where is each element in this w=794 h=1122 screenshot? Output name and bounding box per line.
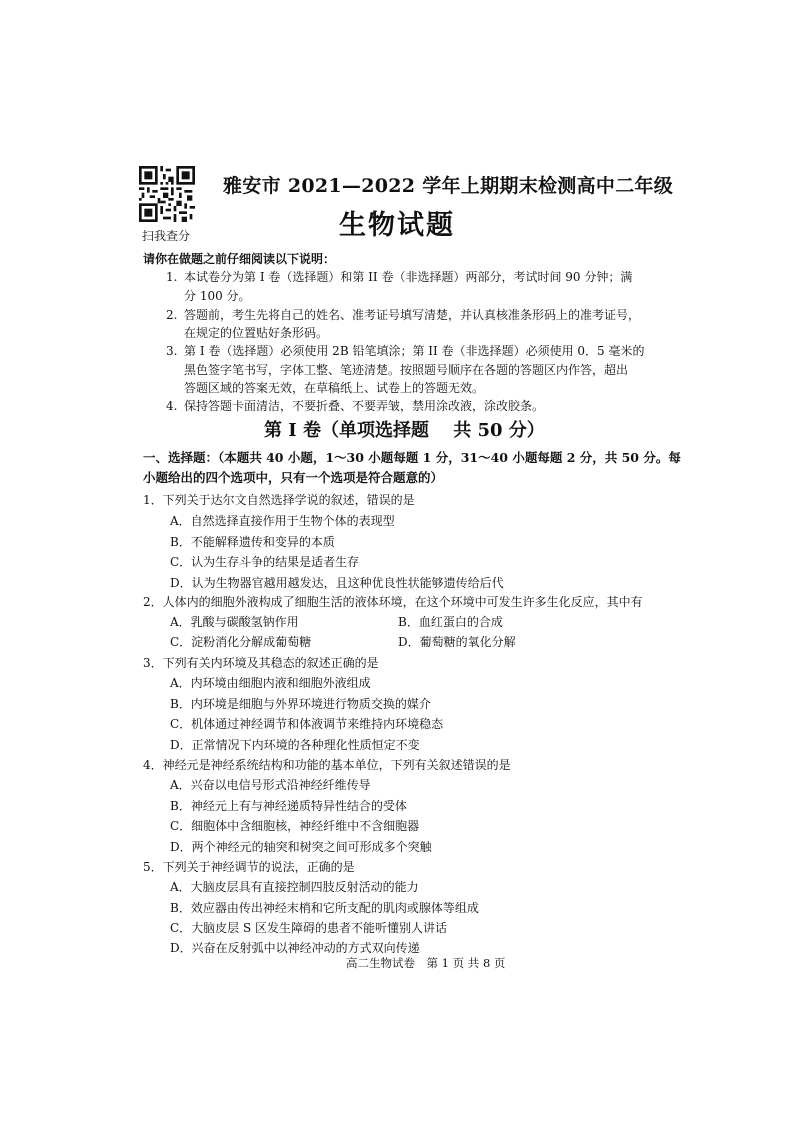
option-d: D．认为生物器官越用越发达，且这种优良性状能够遗传给后代 xyxy=(170,576,504,590)
option-b: B．血红蛋白的合成 xyxy=(398,615,503,629)
section-title: 第 I 卷（单项选择题 共 50 分） xyxy=(264,420,545,441)
option-b: B．神经元上有与神经递质特异性结合的受体 xyxy=(170,799,407,813)
option-a: A．乳酸与碳酸氢钠作用 xyxy=(170,615,299,629)
option-c: C．细胞体中含细胞核，神经纤维中不含细胞器 xyxy=(170,819,420,833)
instruction-number: 3. xyxy=(166,344,178,358)
question-stem: 4．神经元是神经系统结构和功能的基本单位，下列有关叙述错误的是 xyxy=(143,758,511,772)
option-a: A．大脑皮层具有直接控制四肢反射活动的能力 xyxy=(170,880,419,894)
instruction-text: 答题前，考生先将自己的姓名、准考证号填写清楚，并认真核准条形码上的准考证号， xyxy=(184,308,641,322)
qr-code-image xyxy=(139,166,195,222)
option-b: B．效应器由传出神经末梢和它所支配的肌肉或腺体等组成 xyxy=(170,901,479,915)
instruction-number: 1. xyxy=(166,270,178,284)
option-a: A．内环境由细胞内液和细胞外液组成 xyxy=(170,676,371,690)
exam-subject: 生物试题 xyxy=(339,210,455,241)
page-footer: 高二生物试卷 第 1 页 共 8 页 xyxy=(346,956,506,970)
option-b: B．内环境是细胞与外界环境进行物质交换的媒介 xyxy=(170,697,431,711)
instruction-item xyxy=(166,268,632,285)
instruction-text: 第 I 卷（选择题）必须使用 2B 铅笔填涂；第 II 卷（非选择题）必须使用 0．5 毫米的 xyxy=(184,344,645,358)
instruction-number: 2. xyxy=(166,308,178,322)
question-stem: 1．下列关于达尔文自然选择学说的叙述，错误的是 xyxy=(143,493,415,507)
option-a: A．兴奋以电信号形式沿神经纤维传导 xyxy=(170,778,371,792)
option-a: A．自然选择直接作用于生物个体的表现型 xyxy=(170,514,395,528)
option-c: C．机体通过神经调节和体液调节来维持内环境稳态 xyxy=(170,717,444,731)
instruction-number: 4. xyxy=(166,399,178,413)
section-intro: 一、选择题：（本题共 40 小题，1～30 小题每题 1 分，31～40 小题每题 2 分，共 50 分。每 xyxy=(143,450,681,465)
instruction-item xyxy=(166,306,640,323)
option-d: D．两个神经元的轴突和树突之间可形成多个突触 xyxy=(170,840,432,854)
option-d: D．兴奋在反射弧中以神经冲动的方式双向传递 xyxy=(170,941,420,955)
option-b: B．不能解释遗传和变异的本质 xyxy=(170,535,335,549)
exam-title: 雅安市 2021—2022 学年上期期末检测高中二年级 xyxy=(223,175,674,197)
instruction-text: 在规定的位置贴好条形码。 xyxy=(184,326,329,340)
instructions-heading: 请你在做题之前仔细阅读以下说明： xyxy=(143,252,336,266)
instruction-text: 黑色签字笔书写，字体工整、笔迹清楚。按照题号顺序在各题的答题区内作答，超出 xyxy=(184,363,629,377)
instruction-text: 分 100 分。 xyxy=(184,289,251,303)
instruction-text: 本试卷分为第 I 卷（选择题）和第 II 卷（非选择题）两部分，考试时间 90 分钟；满 xyxy=(184,270,633,284)
question-stem: 5．下列关于神经调节的说法，正确的是 xyxy=(143,860,355,874)
scan-label: 扫我查分 xyxy=(142,229,191,243)
option-d: D．正常情况下内环境的各种理化性质恒定不变 xyxy=(170,738,420,752)
question-stem: 2．人体内的细胞外液构成了细胞生活的液体环境，在这个环境中可发生许多生化反应，其中有 xyxy=(143,595,643,609)
option-c: C．大脑皮层 S 区发生障碍的患者不能听懂别人讲话 xyxy=(170,921,448,935)
instruction-item xyxy=(166,342,644,359)
instruction-item xyxy=(166,397,544,414)
option-c: C．认为生存斗争的结果是适者生存 xyxy=(170,555,360,569)
option-c: C．淀粉消化分解成葡萄糖 xyxy=(170,635,312,649)
question-stem: 3．下列有关内环境及其稳态的叙述正确的是 xyxy=(143,656,379,670)
instruction-text: 答题区域的答案无效，在草稿纸上、试卷上的答题无效。 xyxy=(184,381,485,395)
option-d: D．葡萄糖的氧化分解 xyxy=(398,635,516,649)
instruction-text: 保持答题卡面清洁，不要折叠、不要弄皱，禁用涂改液，涂改胶条。 xyxy=(184,399,545,413)
section-intro: 小题给出的四个选项中，只有一个选项是符合题意的） xyxy=(143,470,444,485)
